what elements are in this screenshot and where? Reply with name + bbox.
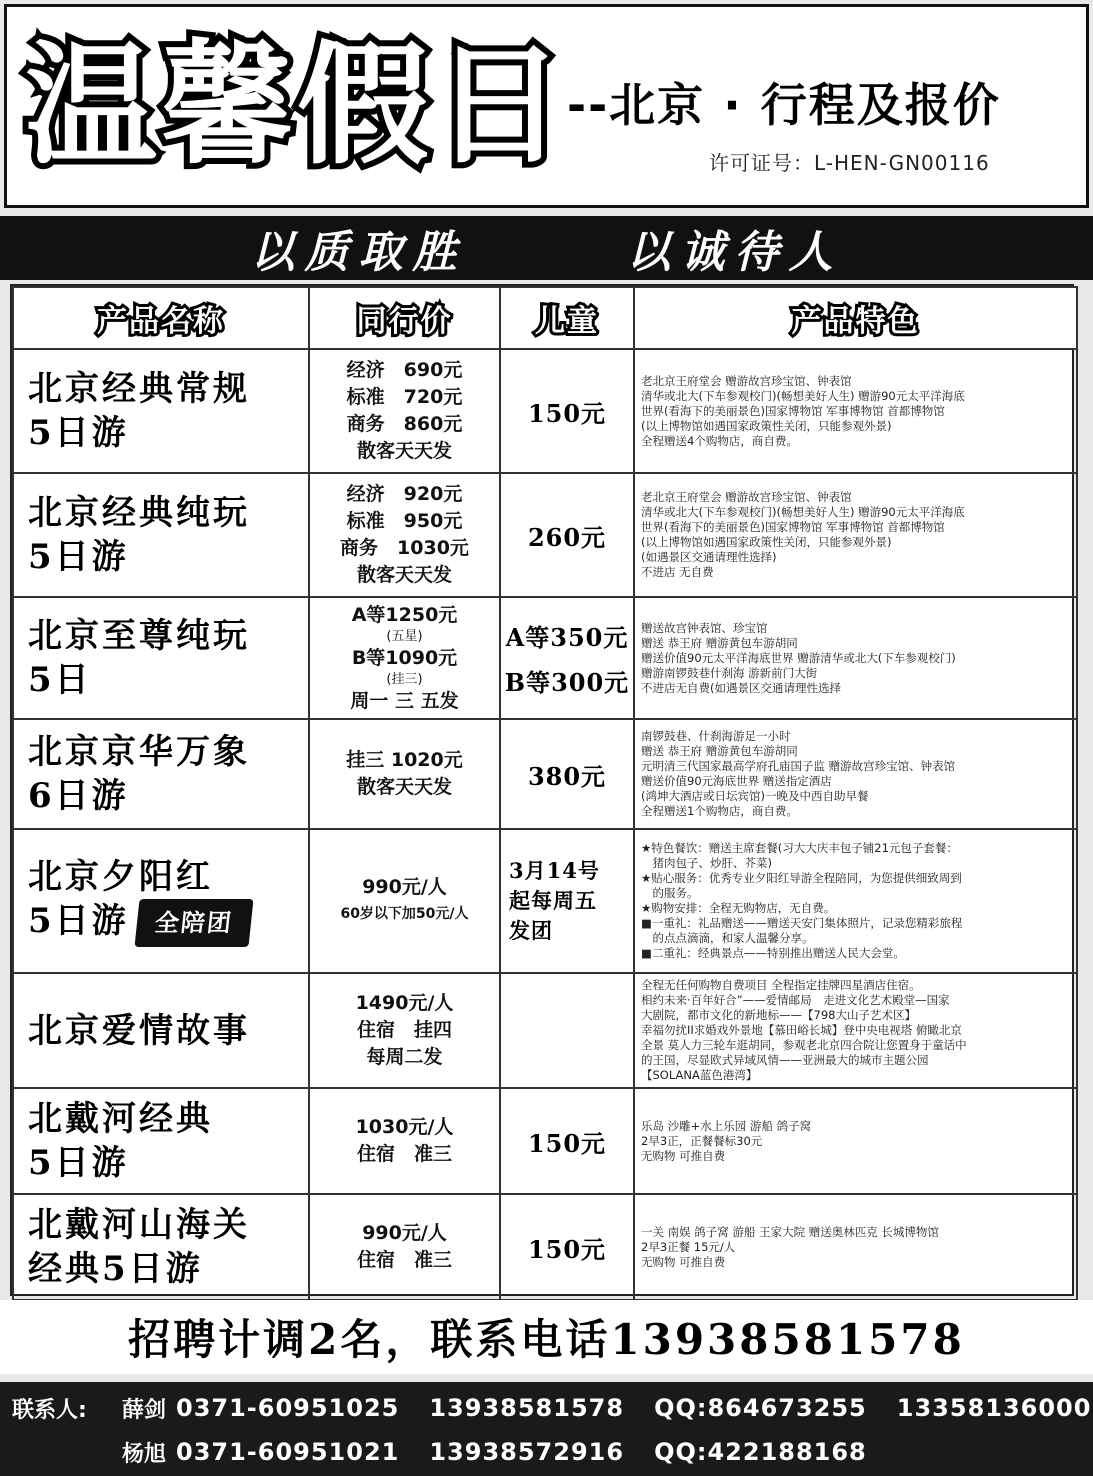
child-price-line: 150元 [527, 1234, 607, 1264]
feature-text-line: 世界(看海下的美丽景色)国家博物馆 军事博物馆 首都博物馆 [641, 520, 945, 534]
price-cell-line: (挂三) [386, 671, 423, 687]
feature-text-line: 世界(看海下的美丽景色)国家博物馆 军事博物馆 首都博物馆 [641, 403, 945, 418]
child-price-line: 260元 [527, 522, 607, 552]
child-price [500, 973, 634, 1088]
header [4, 4, 1089, 208]
table-row [13, 473, 1077, 597]
col-header-child: 儿童 [500, 287, 634, 349]
logo-char: 日 [433, 29, 569, 183]
product-name-line: 5日游 [28, 537, 129, 577]
feature-text-line: 赠送 恭王府 赠游黄包车游胡同 [641, 744, 798, 758]
escort-badge: 全陪团 [134, 899, 253, 947]
feature-text-line: 全景 莫人力三轮车逛胡同，参观老北京四合院让您置身于童话中 [641, 1038, 967, 1052]
contact-name: 薛剑 [122, 1397, 167, 1423]
feature-text-line: 南锣鼓巷、什刹海游足一小时 [641, 729, 791, 743]
feature-text-line: 一关 南娱 鸽子窝 游船 王家大院 赠送奥林匹克 长城博物馆 [641, 1224, 939, 1239]
feature-text-line: 无购物 可推自费 [641, 1148, 726, 1163]
price-cell-line: 每周二发 [366, 1046, 443, 1068]
feature-text-line: 相约未来·百年好合”——爱情邮局 走进文化艺术殿堂—国家 [641, 993, 950, 1007]
feature-text-line: 老北京王府堂会 赠游故宫珍宝馆、钟表馆 [641, 490, 852, 504]
feature-text-line: 老北京王府堂会 赠游故宫珍宝馆、钟表馆 [641, 373, 852, 388]
contact-qq: QQ:422188168 [654, 1438, 867, 1466]
feature-text [634, 973, 1077, 1088]
price-cell-line: 散客天天发 [356, 564, 452, 586]
feature-text-line: ★购物安排：全程无购物店，无自费。 [641, 901, 836, 915]
feature-text [634, 1194, 1077, 1300]
price-cell-line: 散客天天发 [356, 776, 452, 798]
feature-text-line: 全程赠送1个购物店，商自费。 [641, 804, 798, 818]
product-name-line: 5日游 [28, 1143, 129, 1183]
feature-text-line: (如遇景区交通请理性选择) [641, 550, 777, 564]
product-name-line: 6日游 [28, 776, 129, 816]
child-price-line: 150元 [527, 1128, 607, 1158]
table-row [13, 973, 1077, 1088]
price-cell-line: 散客天天发 [356, 440, 452, 462]
brand-logo [25, 21, 569, 191]
feature-text-line: ■二重礼：经典景点——特别推出赠送人民大会堂。 [641, 946, 905, 960]
feature-text-line: 猪肉包子、炒肝、芥菜) [641, 856, 772, 870]
product-name-line: 5日 [28, 660, 92, 700]
contact-phone: 0371-60951021 [176, 1438, 400, 1466]
feature-text-line: 元明清三代国家最高学府孔庙国子监 赠游故宫珍宝馆、钟表馆 [641, 759, 956, 773]
product-name-line: 北京经典纯玩 [28, 493, 250, 533]
table-row [13, 597, 1077, 719]
col-header-features: 产品特色 [634, 287, 1077, 349]
logo-char: 假 [297, 29, 433, 183]
child-price [500, 1088, 634, 1194]
product-name-line: 北京京华万象 [28, 732, 250, 772]
contact-mobile: 13938581578 [429, 1394, 625, 1422]
slogan-left: 以质取胜 [250, 227, 467, 278]
price-cell-line: 经济 920元 [346, 483, 463, 505]
product-name [13, 473, 309, 597]
logo-char: 馨 [161, 29, 297, 183]
feature-text-line: 全程赠送4个购物店，商自费。 [641, 433, 798, 448]
product-name-line: 北京经典常规 [28, 369, 250, 409]
col-header-price: 同行价 [309, 287, 500, 349]
price-cell [309, 1088, 500, 1194]
product-name-line: 北戴河山海关 [28, 1205, 250, 1245]
price-cell-line: (五星) [386, 628, 423, 644]
child-price-line: 380元 [527, 761, 607, 791]
contact-row [0, 1386, 1093, 1430]
child-price [500, 349, 634, 473]
contact-mobile: 13938572916 [429, 1438, 625, 1466]
contact-footer [0, 1382, 1093, 1476]
table-row [13, 829, 1077, 973]
product-name [13, 1194, 309, 1300]
product-name-line: 北京夕阳红 [28, 857, 213, 897]
price-cell-line: 住宿 准三 [356, 1143, 452, 1165]
feature-text-line: (以上博物馆如遇国家政策性关闭，只能参观外景) [641, 418, 892, 433]
feature-text-line: ★特色餐饮：赠送主席套餐(习大大庆丰包子铺21元包子套餐： [641, 841, 958, 855]
price-cell-line: 标准 720元 [346, 386, 463, 408]
feature-text-line: 2早3正，正餐餐标30元 [641, 1133, 763, 1148]
product-name-line: 5日游 [28, 413, 129, 453]
logo-char: 温 [25, 29, 161, 183]
price-cell [309, 973, 500, 1088]
child-price-line: A等350元 [505, 623, 629, 652]
product-name [13, 1088, 309, 1194]
child-price-line: B等300元 [504, 668, 630, 697]
price-cell-line: 挂三 1020元 [346, 749, 463, 771]
feature-text [634, 1088, 1077, 1194]
table-row [13, 1088, 1077, 1194]
child-price [500, 1194, 634, 1300]
table-row [13, 719, 1077, 829]
feature-text-line: 幸福勿扰II求婚戏外景地【慕田峪长城】登中央电视塔 俯瞰北京 [641, 1023, 962, 1037]
product-name [13, 349, 309, 473]
feature-text [634, 473, 1077, 597]
feature-text-line: (以上博物馆如遇国家政策性关闭，只能参观外景) [641, 535, 892, 549]
feature-text-line: 2早3正餐 15元/人 [641, 1239, 736, 1254]
price-cell [309, 719, 500, 829]
price-table [10, 284, 1074, 1296]
product-name-line: 5日游 [28, 901, 129, 941]
child-price-line: 发团 [509, 918, 553, 943]
feature-text-line: 的服务。 [641, 886, 699, 900]
feature-text-line: ★贴心服务：优秀专业夕阳红导游全程陪同，为您提供细致周到 [641, 871, 962, 885]
page-subtitle: --北京 · 行程及报价 [567, 78, 1001, 132]
contact-phone: 0371-60951025 [176, 1394, 400, 1422]
price-cell-line: B等1090元 [351, 646, 458, 669]
feature-text-line: 赠游南锣鼓巷什刹海 游新前门大街 [641, 665, 818, 680]
feature-text-line: 的王国，尽显欧式异域风情——亚洲最大的城市主题公园 [641, 1053, 929, 1067]
contact-row [0, 1430, 897, 1474]
price-cell-line: 60岁以下加50元/人 [340, 906, 469, 922]
child-price-line: 3月14号 [509, 858, 600, 883]
child-price [500, 473, 634, 597]
feature-text-line: (鸿坤大酒店或日坛宾馆)一晚及中西自助早餐 [641, 789, 869, 803]
col-header-name: 产品名称 [13, 287, 309, 349]
feature-text-line: 清华或北大(下车参观校门)(畅想美好人生) 赠游90元太平洋海底 [641, 505, 965, 519]
product-name-line: 北京至尊纯玩 [28, 616, 250, 656]
price-cell-line: 商务 860元 [346, 413, 463, 435]
feature-text-line: 清华或北大(下车参观校门)(畅想美好人生) 赠游90元太平洋海底 [641, 388, 965, 403]
price-cell-line: 经济 690元 [346, 359, 463, 381]
slogan-right: 以诚待人 [626, 227, 843, 278]
price-cell-line: 周一 三 五发 [350, 689, 459, 712]
feature-text [634, 597, 1077, 719]
product-name [13, 829, 309, 973]
product-name-line: 北戴河经典 [28, 1099, 213, 1139]
product-name [13, 597, 309, 719]
contact-label: 联系人: [12, 1397, 87, 1423]
price-cell [309, 597, 500, 719]
child-price-line: 起每周五 [509, 888, 597, 913]
feature-text-line: 不进店 无自费 [641, 565, 714, 579]
price-cell-line: 1030元/人 [355, 1116, 454, 1138]
price-cell-line: 商务 1030元 [340, 537, 469, 559]
table-header-row [13, 287, 1077, 349]
slogan-band [0, 216, 1093, 280]
feature-text-line: 乐岛 沙雕+水上乐园 游船 鸽子窝 [641, 1118, 812, 1133]
feature-text-line: 赠送 恭王府 赠游黄包车游胡同 [641, 635, 798, 650]
feature-text-line: 的点点滴滴，和家人温馨分享。 [641, 931, 814, 945]
price-cell-line: 住宿 准三 [356, 1249, 452, 1271]
price-cell [309, 349, 500, 473]
price-cell-line: 1490元/人 [355, 992, 454, 1014]
feature-text-line: 不进店无自费(如遇景区交通请理性选择 [641, 680, 841, 695]
child-price [500, 829, 634, 973]
product-name [13, 719, 309, 829]
feature-text-line: 大剧院，都市文化的新地标——【798大山子艺术区】 [641, 1008, 916, 1022]
child-price-line: 150元 [527, 398, 607, 428]
price-cell [309, 1194, 500, 1300]
price-cell-line: 990元/人 [362, 876, 447, 898]
table-row [13, 1194, 1077, 1300]
feature-text [634, 829, 1077, 973]
product-name [13, 973, 309, 1088]
product-name-line: 北京爱情故事 [28, 1010, 250, 1051]
feature-text-line: 赠送价值90元海底世界 赠送指定酒店 [641, 774, 832, 788]
recruit-line: 招聘计调2名，联系电话13938581578 [0, 1300, 1093, 1374]
feature-text-line: 无购物 可推自费 [641, 1254, 726, 1269]
feature-text-line: 【SOLANA蓝色港湾】 [641, 1068, 758, 1082]
contact-mobile-2: 13358136000 [896, 1394, 1092, 1422]
child-price [500, 719, 634, 829]
child-price [500, 597, 634, 719]
feature-text-line: 全程无任何购物自费项目 全程指定挂牌四星酒店住宿。 [641, 978, 921, 992]
price-cell-line: 标准 950元 [346, 510, 463, 532]
price-cell [309, 829, 500, 973]
contact-name: 杨旭 [122, 1441, 167, 1467]
feature-text-line: 赠送故宫钟表馆、珍宝馆 [641, 620, 768, 635]
price-cell-line: A等1250元 [351, 603, 458, 626]
product-name-line: 经典5日游 [28, 1249, 203, 1289]
price-cell-line: 住宿 挂四 [356, 1019, 452, 1041]
feature-text [634, 719, 1077, 829]
feature-text [634, 349, 1077, 473]
feature-text-line: ■一重礼：礼品赠送——赠送天安门集体照片，记录您精彩旅程 [641, 916, 963, 930]
price-cell-line: 990元/人 [362, 1222, 447, 1244]
price-cell [309, 473, 500, 597]
feature-text-line: 赠送价值90元太平洋海底世界 赠游清华或北大(下车参观校门) [641, 650, 956, 665]
contact-qq: QQ:864673255 [654, 1394, 867, 1422]
table-row [13, 349, 1077, 473]
license-number: 许可证号：L-HEN-GN00116 [709, 151, 990, 175]
